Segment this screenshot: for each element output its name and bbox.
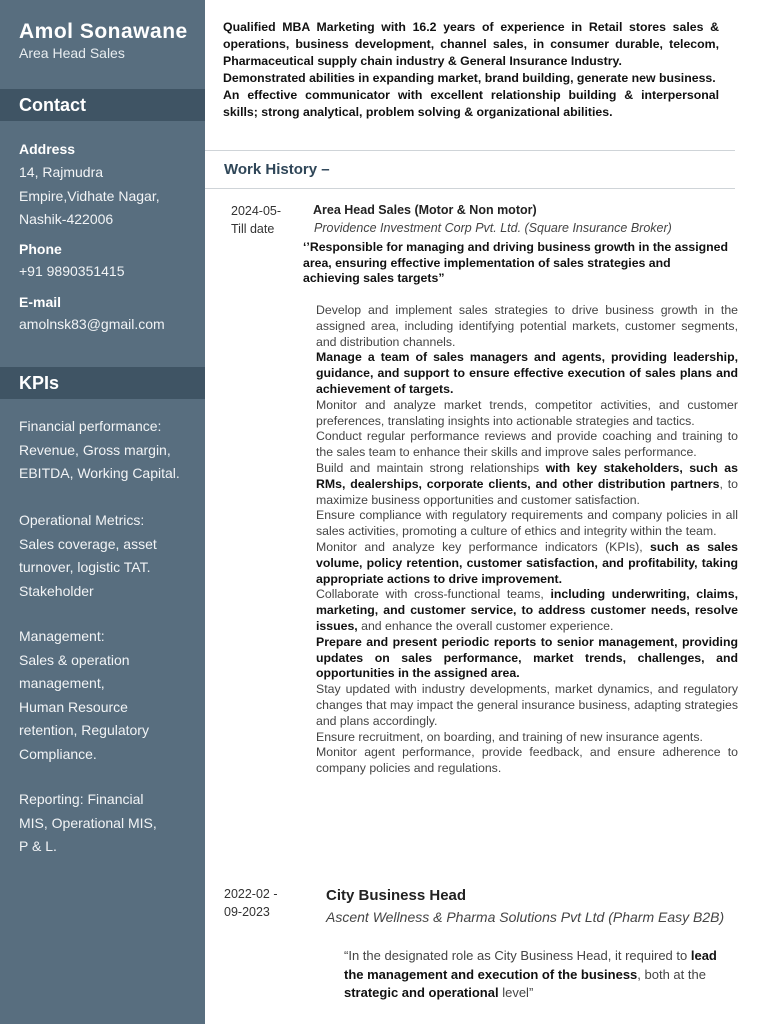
sidebar — [0, 0, 205, 1024]
summary-paragraph: Demonstrated abilities in expanding market, brand building, generate new business. — [223, 71, 716, 85]
duty-item — [316, 730, 738, 746]
duty-text: Ensure compliance with regulatory requirements and company policies in all sales activities, promoting a culture of ethics and integrity within the team. — [316, 508, 738, 539]
duty-text: Ensure recruitment, on boarding, and training of new insurance agents. — [316, 729, 703, 744]
kpi-block-financial — [19, 415, 180, 486]
email-value[interactable]: amolnsk83@gmail.com — [19, 316, 165, 332]
duty-text: , to maximize business opportunities and customer satisfaction. — [316, 476, 738, 507]
contact-heading: Contact — [0, 89, 205, 121]
kpi-line: EBITDA, Working Capital. — [19, 465, 180, 481]
work-history-heading: Work History – — [224, 161, 330, 178]
duty-item — [316, 303, 738, 350]
duty-item — [316, 587, 738, 634]
quote-text: level” — [498, 985, 534, 1000]
duty-text: Collaborate with cross-functional teams, — [316, 587, 551, 602]
job-company: Ascent Wellness & Pharma Solutions Pvt Ltd (Pharm Easy B2B) — [326, 909, 725, 925]
address-line: 14, Rajmudra — [19, 164, 104, 180]
candidate-title: Area Head Sales — [19, 45, 125, 61]
duty-text: Conduct regular performance reviews and provide coaching and training to the sales team to enhance their skills and improve sales performance. — [316, 429, 738, 460]
job-quote: ‘’Responsible for managing and driving business growth in the assigned area, ensuring effective implementation of sales strategies and achieving sales targets” — [303, 240, 728, 285]
quote-text-bold: lead the management and execution of the business — [344, 948, 717, 982]
duty-item — [316, 429, 738, 461]
summary-paragraph: An effective communicator with excellent relationship building & interpersonal skills; strong analytical, problem solving & organizational abilities. — [223, 88, 719, 119]
address-block — [19, 161, 160, 232]
divider — [205, 150, 735, 151]
kpi-line: Compliance. — [19, 745, 97, 762]
address-label: Address — [19, 141, 76, 157]
job-date — [231, 202, 281, 238]
job-company: Providence Investment Corp Pvt. Ltd. (Square Insurance Broker) — [314, 221, 672, 235]
duty-text: Monitor and analyze market trends, competitor activities, and customer preferences, translating insights into actionable strategies and tactics. — [316, 397, 738, 428]
email-label: E-mail — [19, 294, 62, 310]
duty-text-bold: Manage a team of sales managers and agents, providing leadership, guidance, and support to ensure effective execution of sales plans and achievement of targets. — [316, 350, 738, 396]
kpi-line: Operational Metrics: — [19, 512, 145, 528]
kpi-line: P & L. — [19, 838, 57, 854]
job-date-end: 09-2023 — [224, 905, 270, 919]
duty-item — [316, 508, 738, 540]
kpi-line: MIS, Operational MIS, — [19, 814, 157, 831]
duty-text-bold: such as sales volume, policy retention, customer satisfaction, and profitability, taking appropriate actions to drive improvement. — [316, 539, 738, 586]
duty-text: Develop and implement sales strategies to drive business growth in the assigned area, including identifying potential markets, customer segments, and distribution channels. — [316, 303, 738, 349]
duty-item — [316, 745, 738, 777]
kpi-line: Stakeholder — [19, 582, 94, 599]
duty-text: Monitor agent performance, provide feedback, and ensure adherence to company policies and regulations. — [316, 745, 738, 776]
address-line: Nashik-422006 — [19, 211, 114, 227]
kpi-block-reporting — [19, 788, 157, 859]
job-duties-list — [316, 303, 738, 777]
duty-item — [316, 540, 738, 587]
kpi-line: turnover, logistic TAT. — [19, 559, 151, 575]
job-quote — [344, 947, 728, 1003]
divider — [205, 188, 735, 189]
job-date-start: 2024-05- — [231, 204, 282, 218]
duty-item — [316, 350, 738, 397]
kpi-line: Financial performance: — [19, 418, 162, 434]
address-line: Empire,Vidhate Nagar, — [19, 187, 160, 204]
duty-item — [316, 635, 738, 682]
duty-text: Stay updated with industry developments, market dynamics, and regulatory changes that may impact the general insurance business, adapting strategies and plans accordingly. — [316, 682, 738, 728]
job-date-end: Till date — [231, 222, 275, 236]
kpi-line: management, — [19, 675, 105, 691]
kpi-line: Human Resource — [19, 698, 128, 715]
kpi-block-operational — [19, 509, 157, 603]
kpi-line: Management: — [19, 628, 105, 644]
phone-label: Phone — [19, 241, 62, 257]
kpis-heading: KPIs — [0, 367, 205, 399]
duty-text: and enhance the overall customer experience. — [357, 618, 614, 633]
job-title: Area Head Sales (Motor & Non motor) — [313, 203, 537, 217]
kpi-line: Reporting: Financial — [19, 791, 144, 807]
duty-item — [316, 398, 738, 430]
kpi-line: Sales coverage, asset — [19, 535, 157, 552]
kpi-block-management — [19, 625, 149, 766]
quote-text-bold: strategic and operational — [344, 985, 499, 1000]
quote-text: “In the designated role as City Business Head, it required to — [344, 948, 691, 963]
duty-item — [316, 682, 738, 729]
kpi-line: Sales & operation — [19, 651, 130, 668]
job-date — [224, 885, 278, 921]
duty-text: Build and maintain strong relationships — [316, 460, 546, 475]
job-date-start: 2022-02 - — [224, 887, 278, 901]
candidate-name: Amol Sonawane — [19, 20, 188, 43]
kpi-line: Revenue, Gross margin, — [19, 441, 171, 458]
duty-text: Monitor and analyze key performance indicators (KPIs), — [316, 539, 651, 554]
duty-text-bold: with key stakeholders, such as RMs, dealerships, corporate clients, and other distribution partners — [316, 460, 738, 491]
duty-text-bold: including underwriting, claims, marketing, and customer service, to address customer needs, resolve issues, — [316, 587, 738, 633]
quote-text: , both at the — [637, 966, 706, 982]
professional-summary — [223, 19, 719, 121]
summary-paragraph: Qualified MBA Marketing with 16.2 years of experience in Retail stores sales & operations, business development, channel sales, in consumer durable, telecom, Pharmaceutical supply chain industry & General Insurance Industry. — [223, 20, 719, 68]
job-title: City Business Head — [326, 887, 467, 904]
kpi-line: retention, Regulatory — [19, 722, 149, 738]
duty-text-bold: Prepare and present periodic reports to senior management, providing updates on sales performance, market trends, challenges, and opportunities in the assigned area. — [316, 634, 738, 681]
phone-value: +91 9890351415 — [19, 263, 125, 279]
duty-item — [316, 461, 738, 508]
